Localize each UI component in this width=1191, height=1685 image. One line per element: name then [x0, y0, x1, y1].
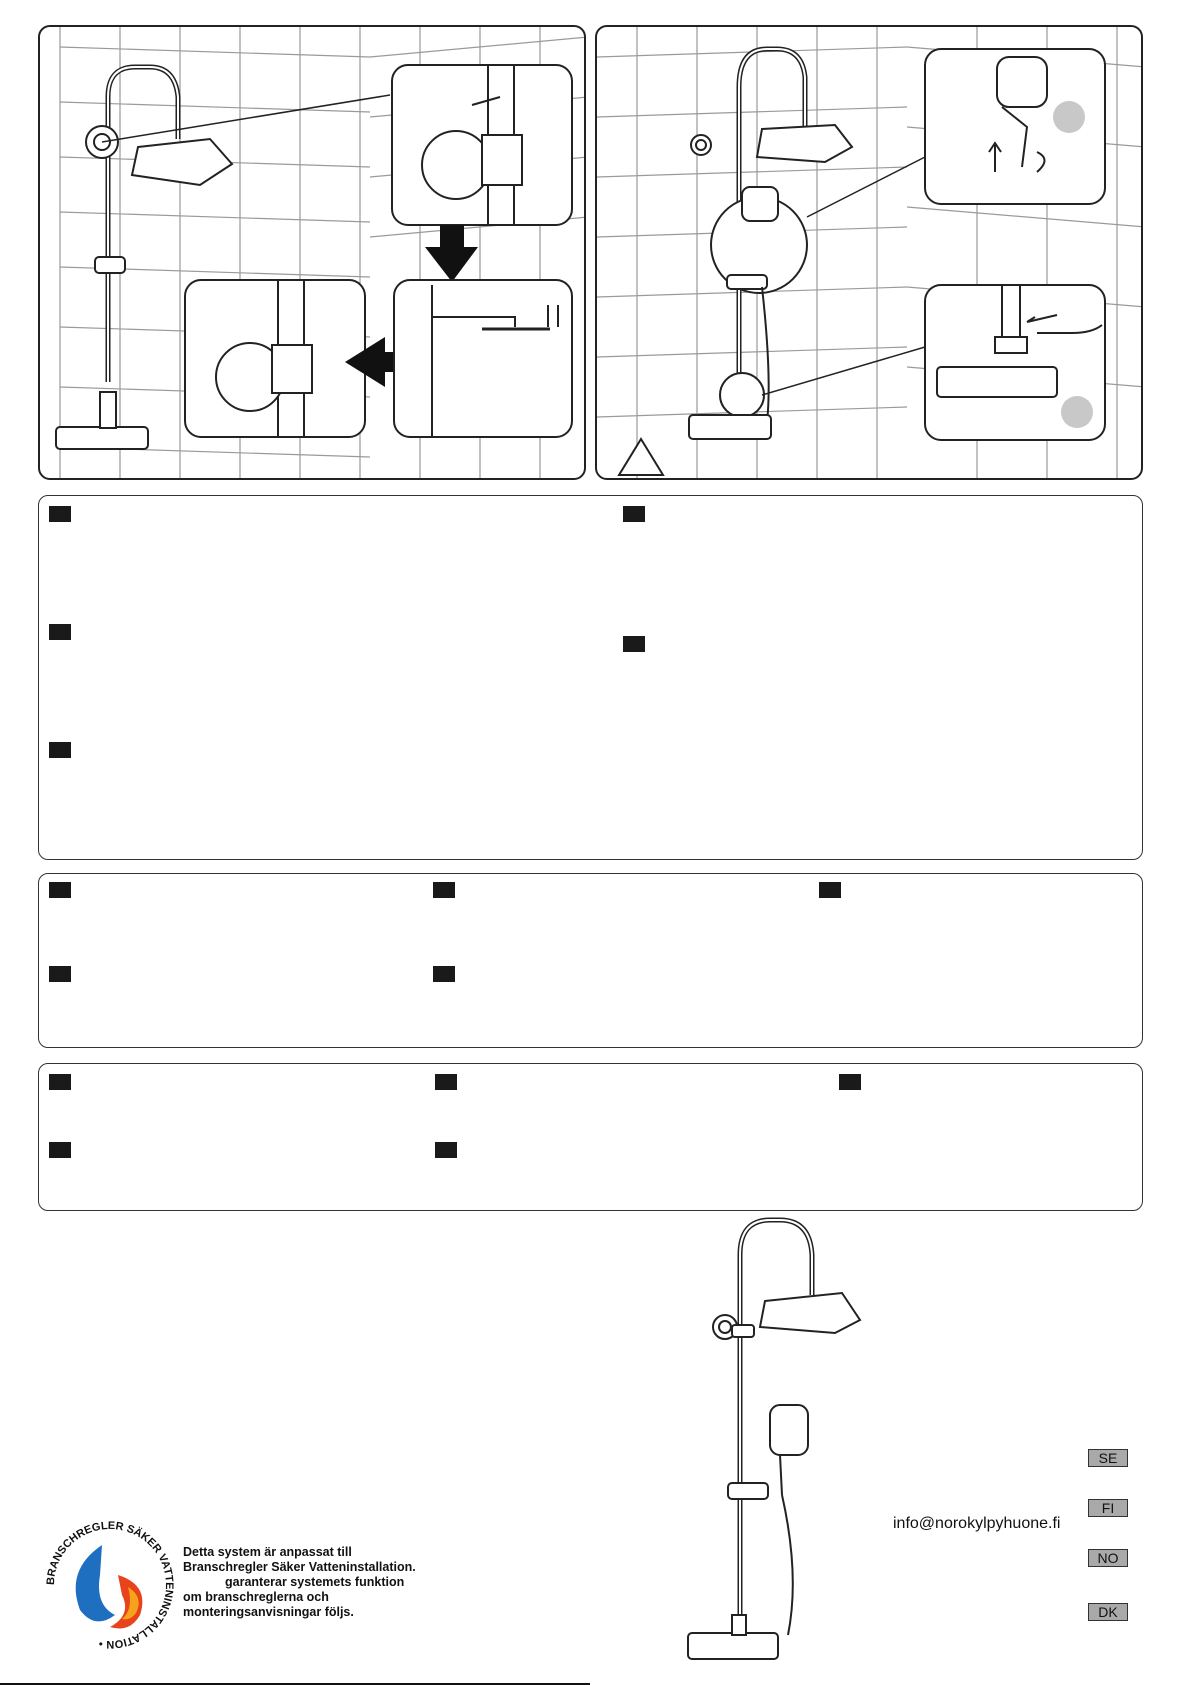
- certification-line: Detta system är anpassat till: [183, 1545, 352, 1559]
- language-badge-dk: DK: [1088, 1603, 1128, 1621]
- shower-mounting-drawing: [40, 27, 586, 480]
- language-marker: [49, 882, 71, 898]
- svg-text:BRANSCHREGLER SÄKER VATTENINST: BRANSCHREGLER SÄKER VATTENINSTALLATION •: [44, 1519, 176, 1651]
- language-marker: [49, 1142, 71, 1158]
- language-marker: [623, 506, 645, 522]
- certification-line: Branschregler Säker Vatteninstallation.: [183, 1560, 416, 1574]
- certification-line: garanterar systemets funktion: [225, 1575, 405, 1589]
- language-marker: [49, 1074, 71, 1090]
- language-marker: [49, 742, 71, 758]
- contact-email[interactable]: info@norokylpyhuone.fi: [893, 1515, 1061, 1532]
- shower-product-drawing: [670, 1215, 890, 1665]
- language-marker: [435, 1142, 457, 1158]
- language-badge-se: SE: [1088, 1449, 1128, 1467]
- language-marker: [623, 636, 645, 652]
- language-marker: [433, 966, 455, 982]
- instructions-box-1: [38, 495, 1143, 860]
- language-marker: [819, 882, 841, 898]
- certification-line: om branschreglerna och: [183, 1590, 329, 1604]
- language-marker: [49, 966, 71, 982]
- instructions-box-2: [38, 873, 1143, 1048]
- language-badge-fi: FI: [1088, 1499, 1128, 1517]
- illustration-panel-handshower: [595, 25, 1143, 480]
- language-badge-no: NO: [1088, 1549, 1128, 1567]
- handshower-connection-drawing: [597, 27, 1143, 480]
- certification-logo: [40, 1515, 180, 1655]
- language-marker: [839, 1074, 861, 1090]
- language-marker: [49, 506, 71, 522]
- language-marker: [435, 1074, 457, 1090]
- certification-text: [183, 1545, 416, 1620]
- language-marker: [433, 882, 455, 898]
- illustration-panel-mounting: [38, 25, 586, 480]
- certification-line: monteringsanvisningar följs.: [183, 1605, 354, 1619]
- instructions-box-3: [38, 1063, 1143, 1211]
- language-marker: [49, 624, 71, 640]
